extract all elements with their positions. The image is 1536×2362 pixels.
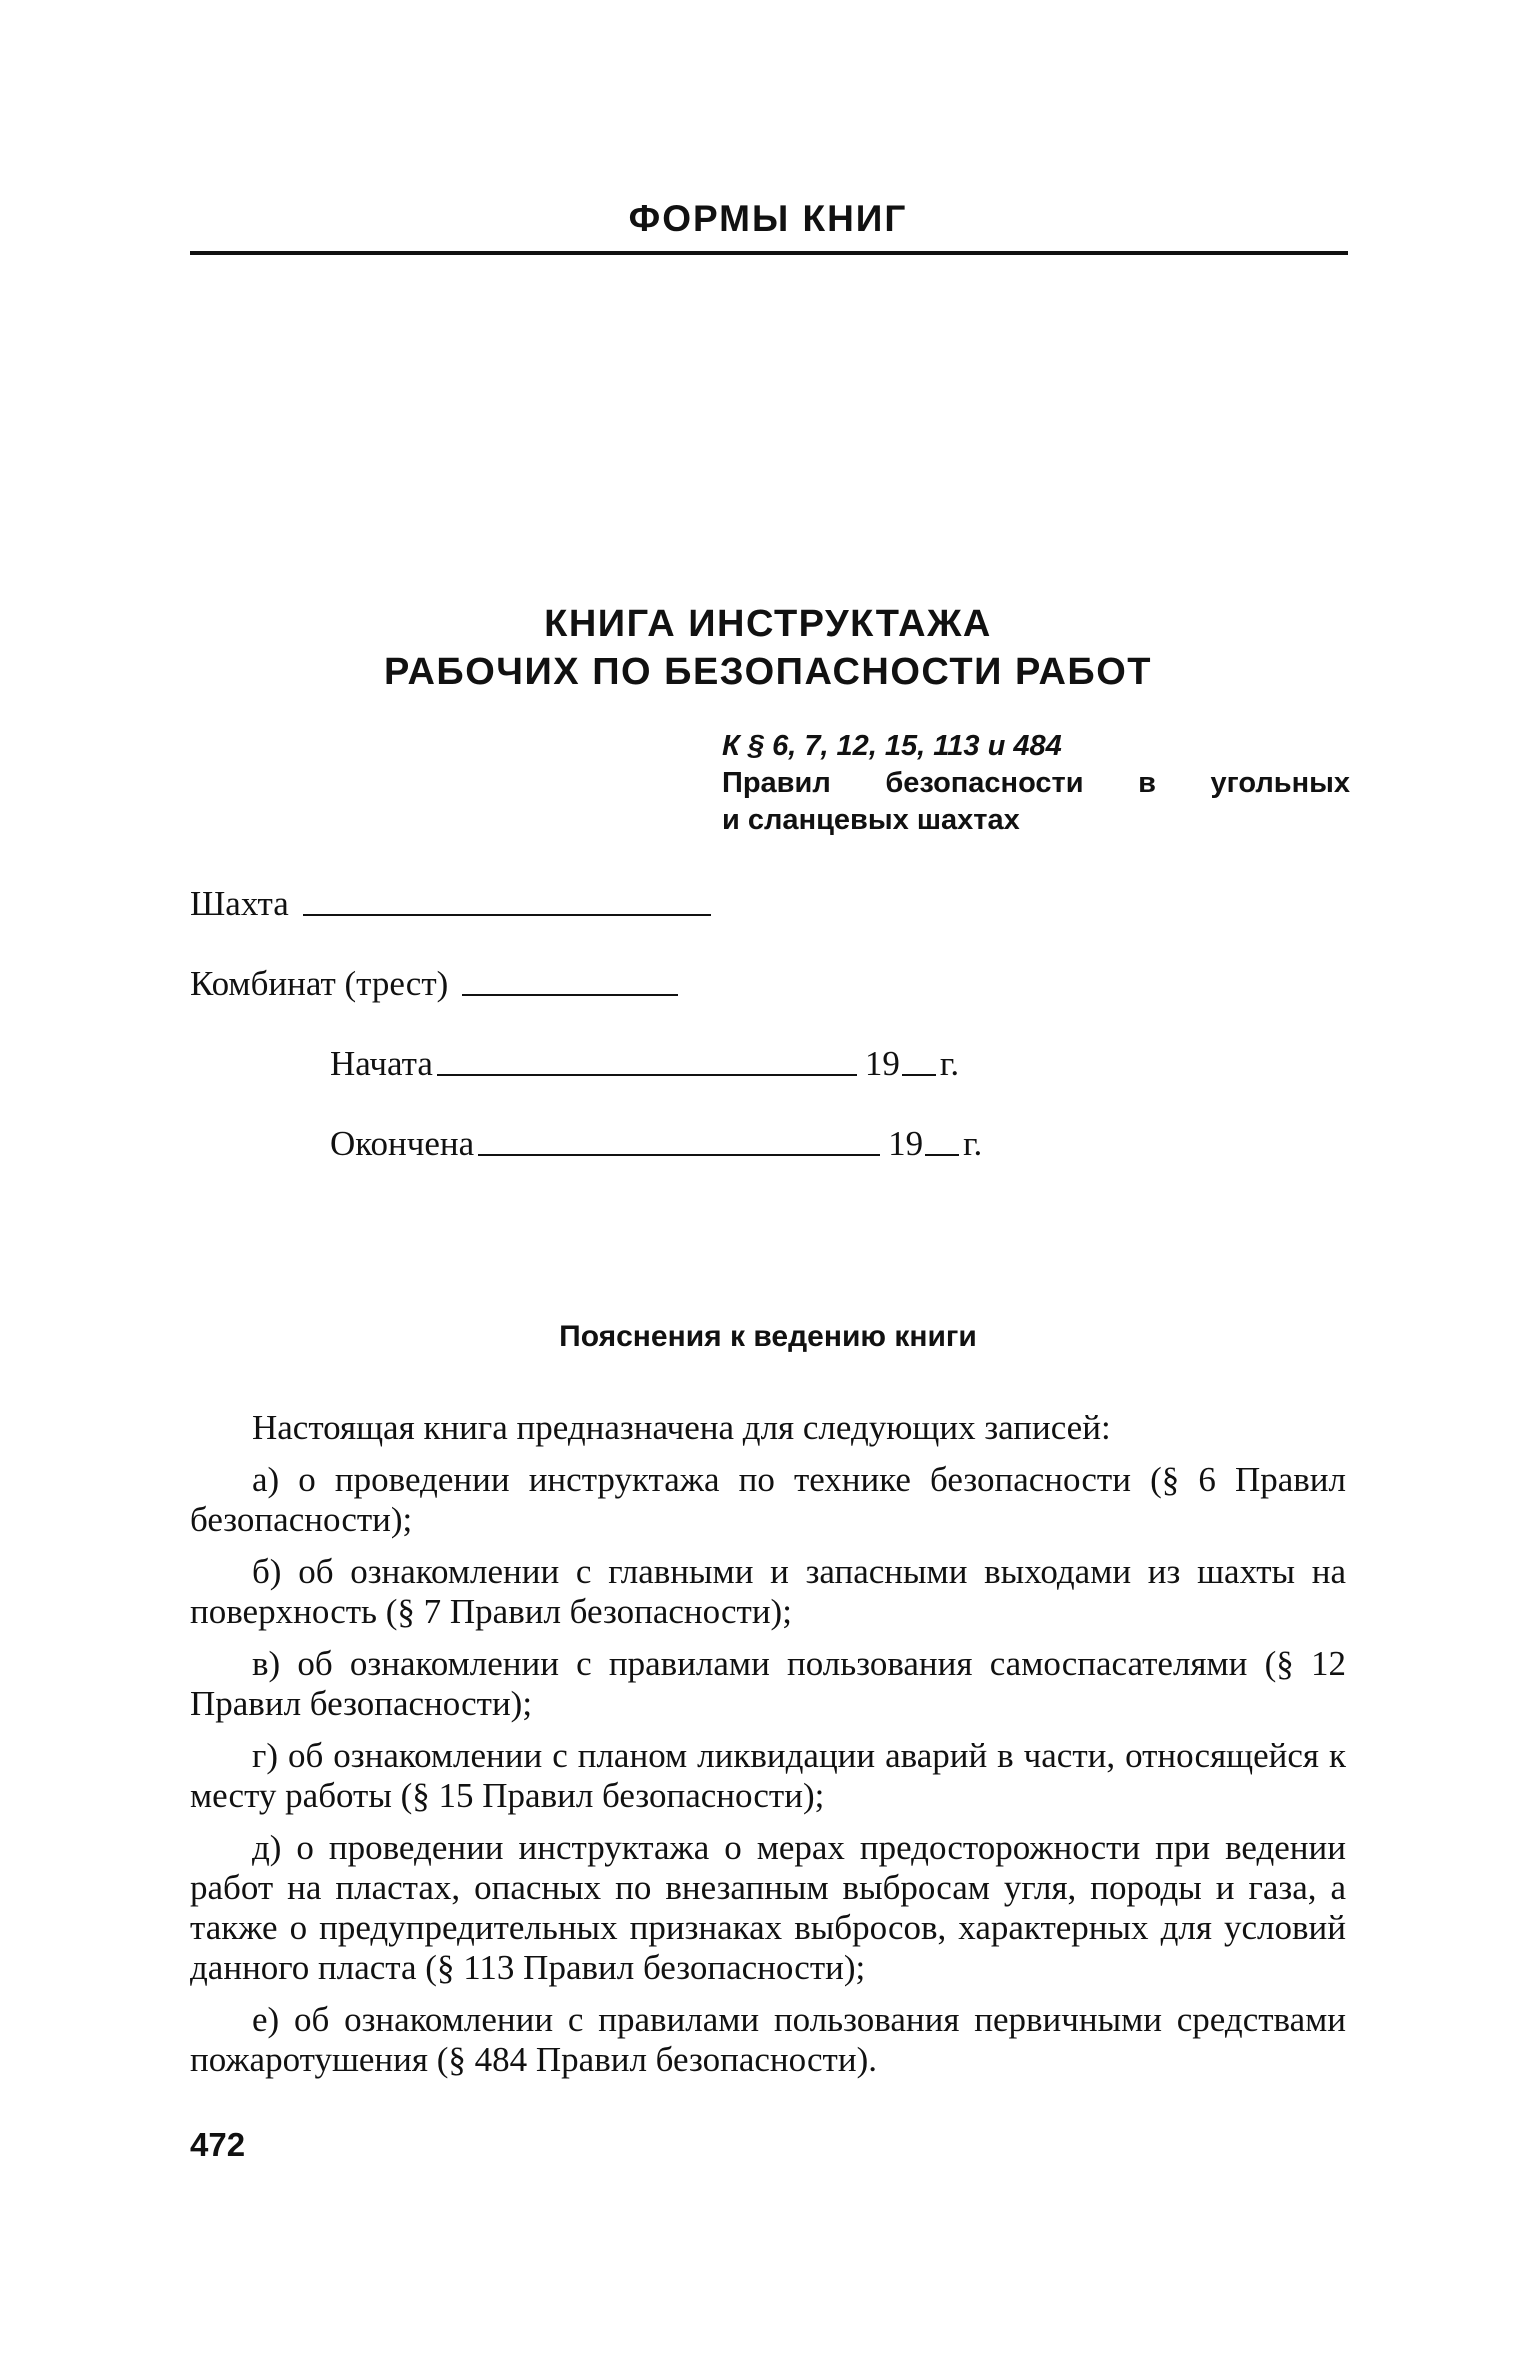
rules-reference bbox=[722, 728, 1350, 839]
ended-year-blank-line[interactable] bbox=[925, 1154, 959, 1156]
combine-blank-line[interactable] bbox=[462, 994, 678, 996]
header-rule bbox=[190, 251, 1348, 255]
ended-date-blank-line[interactable] bbox=[478, 1154, 880, 1156]
combine-label: Комбинат (трест) bbox=[190, 964, 449, 1003]
reference-line-3: и сланцевых шахтах bbox=[722, 804, 1020, 836]
started-year-prefix: 19 bbox=[864, 1044, 900, 1083]
book-title-line-1: КНИГА ИНСТРУКТАЖА bbox=[544, 603, 992, 645]
explanation-item-v: в) об ознакомлении с правилами пользования самоспасателями (§ 12 Правил безопасности); bbox=[190, 1644, 1346, 1723]
mine-label: Шахта bbox=[190, 884, 289, 923]
started-date-blank-line[interactable] bbox=[437, 1074, 857, 1076]
ended-year-prefix: 19 bbox=[888, 1124, 924, 1163]
ended-year-suffix: г. bbox=[963, 1124, 983, 1163]
page-number: 472 bbox=[190, 2126, 246, 2163]
book-title-line-2: РАБОЧИХ ПО БЕЗОПАСНОСТИ РАБОТ bbox=[383, 651, 1153, 693]
explanation-item-a: а) о проведении инструктажа по технике безопасности (§ 6 Правил безопасности); bbox=[190, 1460, 1346, 1539]
explanation-item-e: е) об ознакомлении с правилами пользования первичными средствами пожаротушения (§ 484 Правил безопасности). bbox=[190, 2000, 1346, 2079]
ended-label: Окончена bbox=[330, 1124, 475, 1163]
started-label: Начата bbox=[330, 1044, 433, 1083]
book-title bbox=[0, 600, 1536, 696]
reference-line-1: К § 6, 7, 12, 15, 113 и 484 bbox=[722, 730, 1062, 762]
mine-blank-line[interactable] bbox=[303, 914, 711, 916]
reference-line-2: Правил безопасности в угольных bbox=[722, 767, 1350, 799]
explanations-heading: Пояснения к ведению книги bbox=[559, 1320, 977, 1353]
mine-field bbox=[190, 884, 711, 924]
explanations-intro: Настоящая книга предназначена для следующих записей: bbox=[252, 1408, 1111, 1447]
explanations-body bbox=[190, 1408, 1346, 2092]
started-field bbox=[330, 1044, 959, 1084]
section-title: ФОРМЫ КНИГ bbox=[628, 198, 908, 239]
explanation-item-g: г) об ознакомлении с планом ликвидации аварий в части, относящейся к месту работы (§ 15 Правил безопасности); bbox=[190, 1736, 1346, 1815]
combine-field bbox=[190, 964, 678, 1004]
explanation-item-d: д) о проведении инструктажа о мерах предосторожности при ведении работ на пластах, опасных по внезапным выбросам угля, породы и газа, а также о предупредительных признаках выбросов, характерных для условий данного пласта (§ 113 Правил безопасности); bbox=[190, 1828, 1346, 1987]
ended-field bbox=[330, 1124, 982, 1164]
started-year-suffix: г. bbox=[939, 1044, 960, 1083]
started-year-blank-line[interactable] bbox=[902, 1074, 936, 1076]
explanation-item-b: б) об ознакомлении с главными и запасными выходами из шахты на поверхность (§ 7 Правил безопасности); bbox=[190, 1552, 1346, 1631]
